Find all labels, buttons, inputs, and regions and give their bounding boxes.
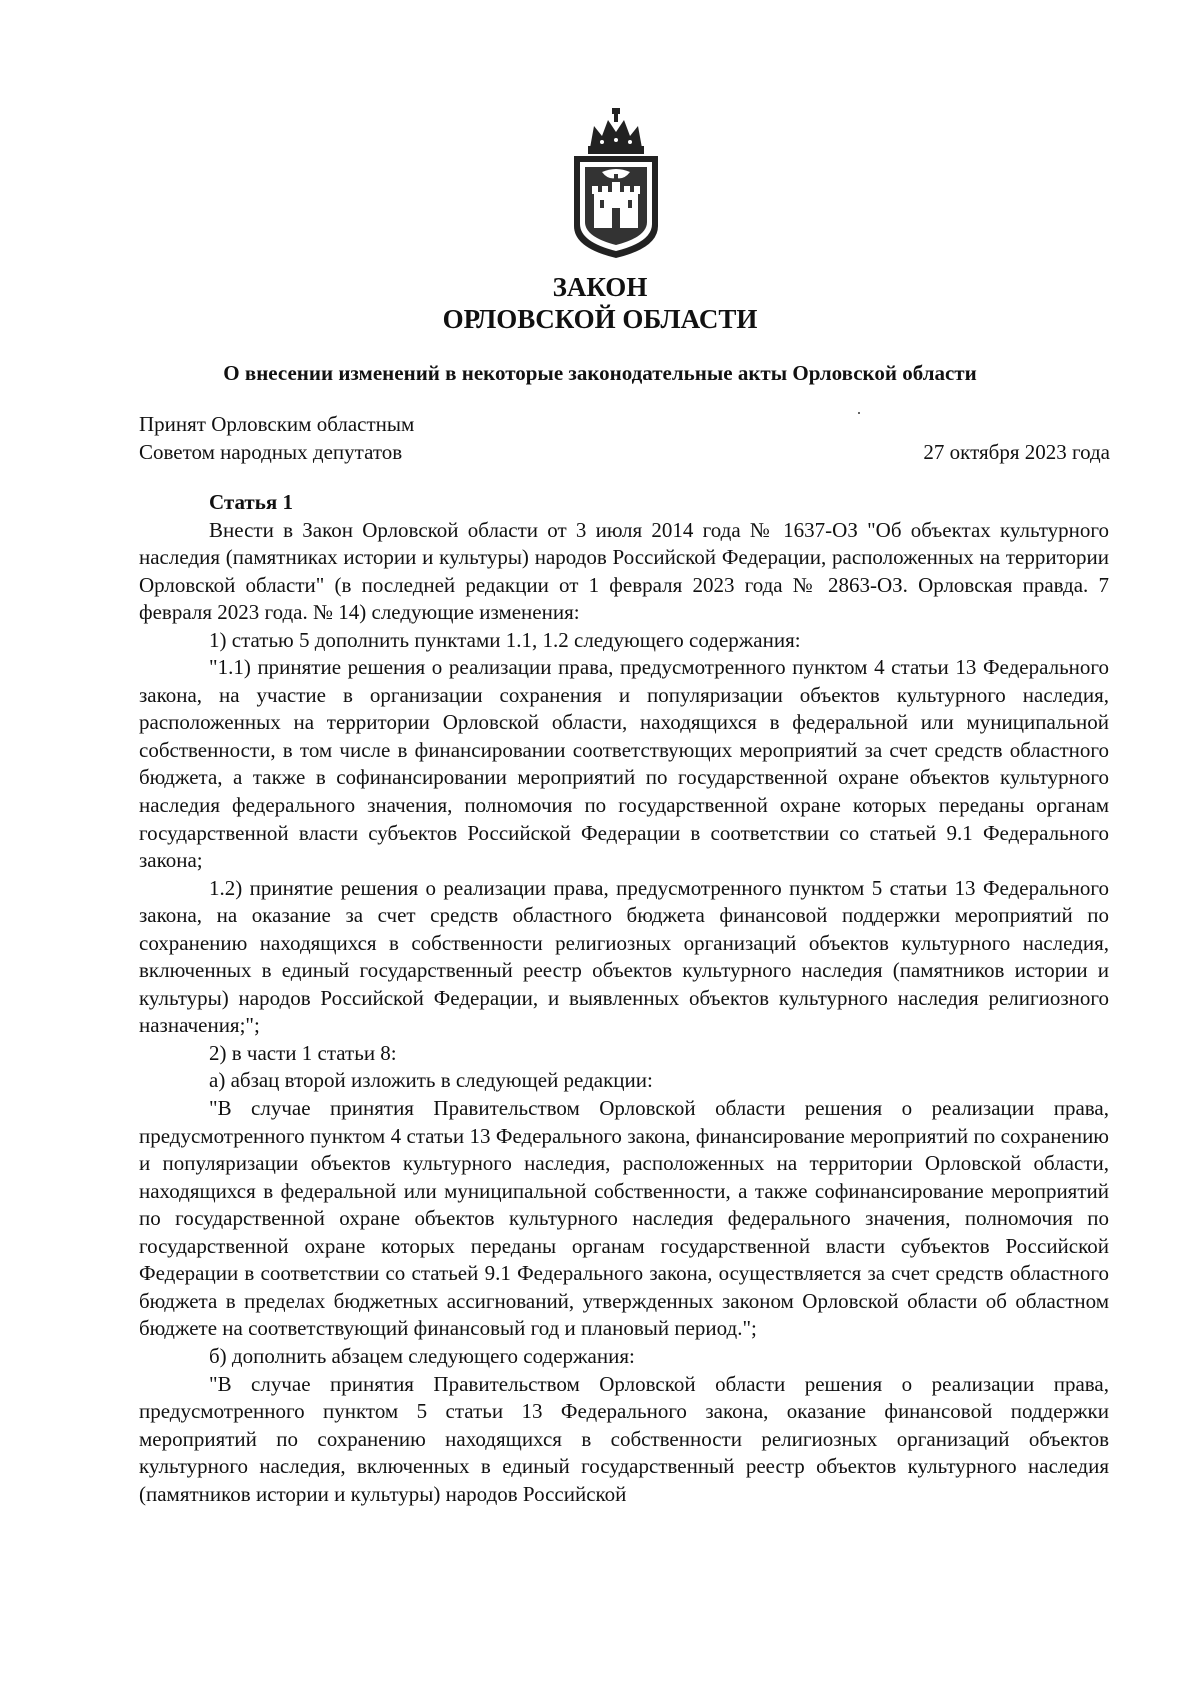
body-paragraph: "1.1) принятие решения о реализации права, предусмотренного пунктом 4 статьи 13 Федерального закона, на участие в организации сохранения и популяризации объектов культурного наследия, расположенных на территории Орловской области, находящихся в федеральной или муниципальной собственности, в том числе в финансировании соответствующих мероприятий за счет средств областного бюджета, а также в софинансировании мероприятий по государственной охране объектов культурного наследия федерального значения, полномочия по государственной охране которых переданы органам государственной власти субъектов Российской Федерации в соответствии со статьей 9.1 Федерального закона; [139,655,1109,873]
adoption-line2: Советом народных депутатов [139,440,403,464]
document-title-line2: ОРЛОВСКОЙ ОБЛАСТИ [442,304,758,334]
body-paragraph: 1.2) принятие решения о реализации права, предусмотренного пунктом 5 статьи 13 Федерального закона, на оказание за счет средств областного бюджета финансовой поддержки мероприятий по сохранению находящихся в собственности религиозных организаций объектов культурного наследия, включенных в единый государственный реестр объектов культурного наследия (памятников истории и культуры) народов Российской Федерации, и выявленных объектов культурного наследия религиозного назначения;"; [139,875,1109,1038]
scan-speck [858,412,860,414]
body-paragraph: 2) в части 1 статьи 8: [209,1040,397,1065]
adoption-line1: Принят Орловским областным [139,412,415,436]
body-paragraph: а) абзац второй изложить в следующей редакции: [209,1068,653,1093]
body-paragraph: Внести в Закон Орловской области от 3 июля 2014 года № 1637-ОЗ "Об объектах культурного наследия (памятниках истории и культуры) народов Российской Федерации, расположенных на территории Орловской области" (в последней редакции от 1 февраля 2023 года № 2863-ОЗ. Орловская правда. 7 февраля 2023 года. № 14) следующие изменения: [139,517,1109,625]
document-body [139,489,1109,1508]
document-subtitle: О внесении изменений в некоторые законодательные акты Орловской области [223,361,977,385]
coat-of-arms-emblem-icon [568,108,664,260]
body-paragraph: "В случае принятия Правительством Орловской области решения о реализации права, предусмотренного пунктом 5 статьи 13 Федерального закона, оказание финансовой поддержки мероприятий по сохранению находящихся в собственности религиозных организаций объектов культурного наследия, включенных в единый государственный реестр объектов культурного наследия (памятников истории и культуры) народов Российской [139,1371,1109,1506]
document-title-line1: ЗАКОН [552,272,648,302]
adoption-date: 27 октября 2023 года [923,440,1110,464]
body-paragraph: 1) статью 5 дополнить пунктами 1.1, 1.2 следующего содержания: [209,627,801,652]
body-paragraph: "В случае принятия Правительством Орловской области решения о реализации права, предусмотренного пунктом 4 статьи 13 Федерального закона, финансирование мероприятий по сохранению и популяризации объектов культурного наследия, расположенных на территории Орловской области, находящихся в федеральной или муниципальной собственности, а также софинансирование мероприятий по государственной охране объектов культурного наследия федерального значения, полномочия по государственной охране которых переданы органам государственной власти субъектов Российской Федерации в соответствии со статьей 9.1 Федерального закона, осуществляется за счет средств областного бюджета в пределах бюджетных ассигнований, утвержденных законом Орловской области об областном бюджете на соответствующий финансовый год и плановый период."; [139,1096,1109,1341]
article-title: Статья 1 [209,490,293,514]
adoption-block [139,410,414,466]
body-paragraph: б) дополнить абзацем следующего содержания: [209,1343,635,1368]
